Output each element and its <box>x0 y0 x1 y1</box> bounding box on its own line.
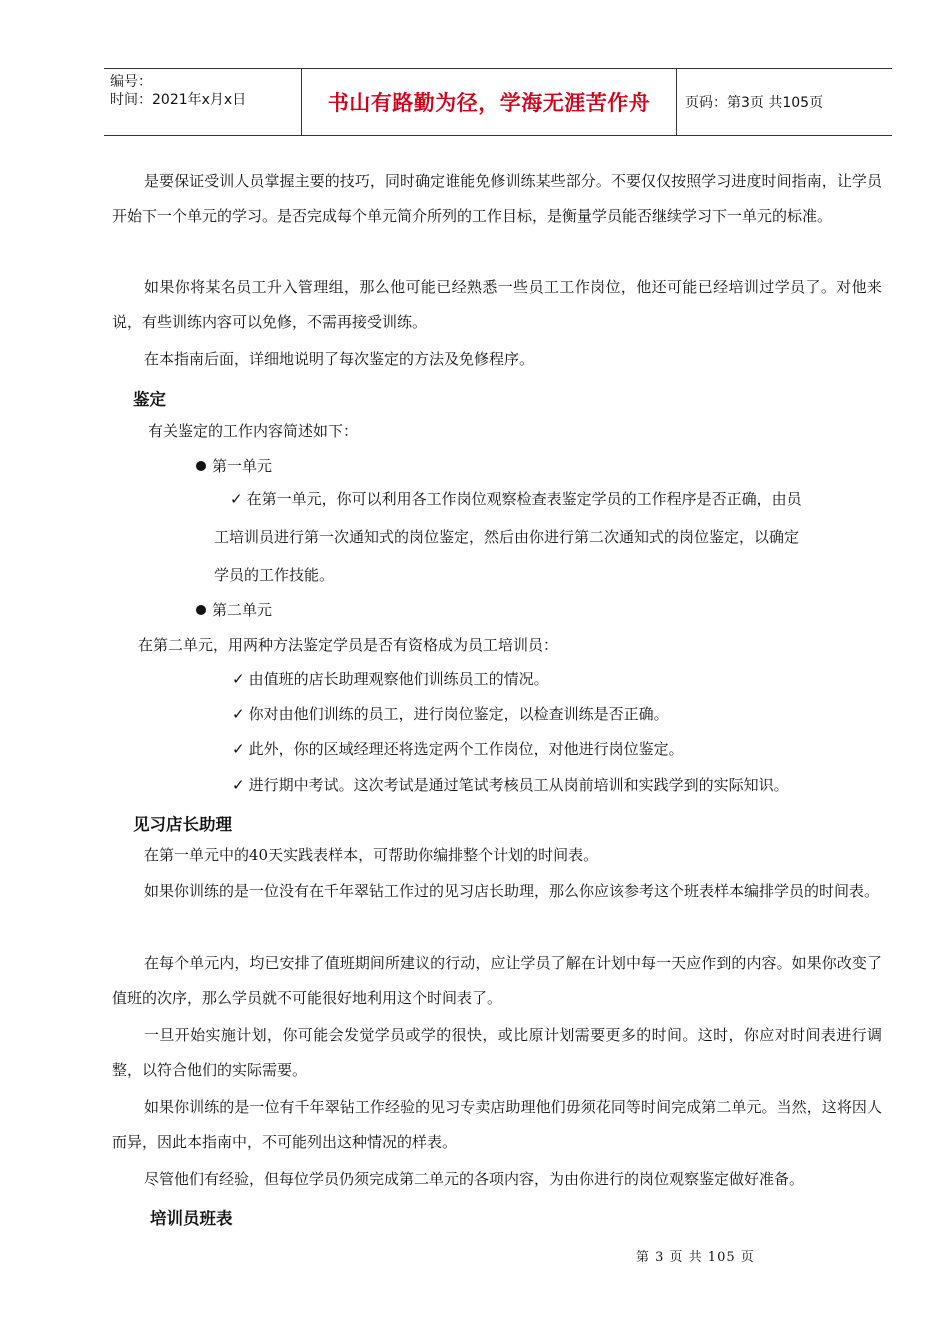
check-icon: ✓ <box>232 776 245 794</box>
header-meta <box>104 69 302 135</box>
page-header <box>104 68 892 136</box>
check-item <box>232 662 549 697</box>
page-footer: 第 3 页 共 105 页 <box>636 1250 755 1265</box>
header-motto: 书山有路勤为径，学海无涯苦作舟 <box>327 91 651 115</box>
check-text: 在第一单元，你可以利用各工作岗位观察检查表鉴定学员的工作程序是否正确，由员 <box>246 490 802 508</box>
section-intro: 在第二单元，用两种方法鉴定学员是否有资格成为员工培训员： <box>138 636 559 654</box>
header-motto-cell <box>302 69 677 135</box>
check-text: 进行期中考试。这次考试是通过笔试考核员工从岗前培训和实践学到的实际知识。 <box>248 776 789 794</box>
paragraph: 一旦开始实施计划，你可能会发觉学员或学的很快，或比原计划需要更多的时间。这时，你应对时间表进行调整，以符合他们的实际需要。 <box>112 1026 882 1079</box>
time-label: 时间：2021年x月x日 <box>110 92 247 108</box>
header-page-info: 页码：第3页 共105页 <box>685 95 824 111</box>
section-intro: 有关鉴定的工作内容简述如下： <box>148 422 359 440</box>
check-item <box>232 768 789 803</box>
bullet-label: 第一单元 <box>212 457 273 475</box>
bullet-item <box>196 600 272 620</box>
section-heading: 培训员班表 <box>150 1209 233 1228</box>
check-icon: ✓ <box>232 670 245 688</box>
check-icon: ✓ <box>230 490 243 508</box>
check-continuation: 学员的工作技能。 <box>214 566 335 584</box>
bullet-label: 第二单元 <box>212 601 273 619</box>
paragraph: 在本指南后面，详细地说明了每次鉴定的方法及免修程序。 <box>144 350 535 368</box>
paragraph: 在第一单元中的40天实践表样本，可帮助你编排整个计划的时间表。 <box>144 846 599 864</box>
paragraph: 如果你训练的是一位有千年翠钻工作经验的见习专卖店助理他们毋须花同等时间完成第二单元。当然，这将因人而异，因此本指南中，不可能列出这种情况的样表。 <box>112 1098 882 1151</box>
paragraph: 如果你训练的是一位没有在千年翠钻工作过的见习店长助理，那么你应该参考这个班表样本编排学员的时间表。 <box>144 882 880 900</box>
number-label: 编号： <box>110 74 152 90</box>
check-text: 你对由他们训练的员工，进行岗位鉴定，以检查训练是否正确。 <box>248 705 669 723</box>
check-icon: ✓ <box>232 705 245 723</box>
section-heading: 鉴定 <box>133 390 166 409</box>
paragraph: 尽管他们有经验，但每位学员仍须完成第二单元的各项内容，为由你进行的岗位观察鉴定做好准备。 <box>144 1170 805 1188</box>
paragraph: 是要保证受训人员掌握主要的技巧，同时确定谁能免修训练某些部分。不要仅仅按照学习进度时间指南，让学员开始下一个单元的学习。是否完成每个单元简介所列的工作目标，是衡量学员能否继续学习下一单元的标准。 <box>112 172 882 225</box>
check-item <box>232 697 669 732</box>
bullet-item <box>196 456 272 476</box>
paragraph: 在每个单元内，均已安排了值班期间所建议的行动，应让学员了解在计划中每一天应作到的内容。如果你改变了值班的次序，那么学员就不可能很好地利用这个时间表了。 <box>112 954 882 1007</box>
check-continuation: 工培训员进行第一次通知式的岗位鉴定，然后由你进行第二次通知式的岗位鉴定，以确定 <box>214 528 800 546</box>
bullet-icon <box>196 605 206 615</box>
bullet-icon <box>196 461 206 471</box>
check-text: 此外，你的区域经理还将选定两个工作岗位，对他进行岗位鉴定。 <box>248 740 684 758</box>
paragraph: 如果你将某名员工升入管理组，那么他可能已经熟悉一些员工工作岗位，他还可能已经培训过学员了。对他来说，有些训练内容可以免修，不需再接受训练。 <box>112 278 882 331</box>
check-item <box>230 482 802 517</box>
check-icon: ✓ <box>232 740 245 758</box>
check-item <box>232 732 684 767</box>
check-text: 由值班的店长助理观察他们训练员工的情况。 <box>248 670 549 688</box>
section-heading: 见习店长助理 <box>133 815 232 834</box>
